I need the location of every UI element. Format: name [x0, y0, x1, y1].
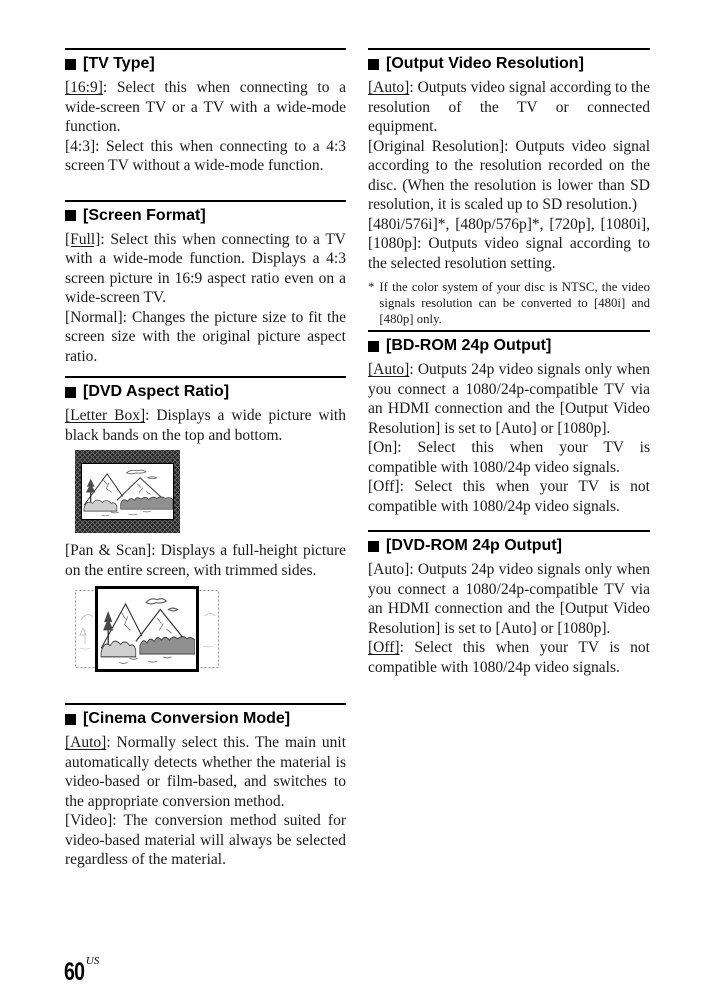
setting-text: : Select this when your TV is not compatible with 1080/24p video signals. [368, 639, 650, 676]
setting-text: : Outputs video signal according to the selected resolution setting. [368, 235, 650, 272]
section-title: [TV Type] [83, 55, 155, 72]
section-heading [65, 710, 346, 728]
setting-value-label: [Auto] [65, 734, 107, 751]
setting-description [65, 541, 346, 580]
setting-value-label: [480i/576i]*, [480p/576p]*, [720p], [1080i], [1080p] [368, 215, 650, 252]
setting-description [368, 560, 650, 638]
section-title: [DVD-ROM 24p Output] [386, 537, 562, 554]
page-number-value: 60 [64, 958, 85, 986]
setting-description [368, 360, 650, 438]
setting-text: : Outputs video signal according to the resolution of the TV or connected equipment. [368, 79, 650, 135]
setting-value-label: [Auto] [368, 79, 410, 96]
setting-description [65, 733, 346, 811]
setting-description [368, 215, 650, 274]
square-bullet-icon [65, 210, 76, 221]
page-region-label: US [85, 954, 100, 967]
setting-text: : Normally select this. The main unit automatically detects whether the material is video-based or film-based, and switches to the appropriate conversion method. [65, 734, 346, 810]
square-bullet-icon [65, 714, 76, 725]
setting-value-label: [Full] [65, 230, 101, 248]
setting-text: : Outputs 24p video signals only when you connect a 1080/24p-compatible TV via an HDMI connection and the [Output Video Resolution] is set to [Auto] or [1080p]. [368, 361, 650, 437]
footnote-text: If the color system of your disc is NTSC, the video signals resolution can be converted to [480i] and [480p] only. [379, 280, 650, 326]
setting-description [368, 638, 650, 677]
setting-value-label: [Auto] [368, 561, 410, 578]
square-bullet-icon [65, 387, 76, 398]
section-cinema-conversion-mode [65, 703, 346, 870]
setting-value-label: [16:9] [65, 79, 103, 96]
setting-value-label: [Auto] [368, 361, 410, 378]
square-bullet-icon [368, 341, 379, 352]
page-number [64, 954, 103, 986]
setting-value-label: [Off] [368, 639, 400, 656]
section-heading [368, 55, 650, 73]
section-heading [368, 337, 650, 355]
square-bullet-icon [65, 59, 76, 70]
section-tv-type [65, 48, 346, 176]
section-title: [Output Video Resolution] [386, 55, 584, 72]
setting-text: : Select this when connecting to a wide-screen TV or a TV with a wide-mode function. [65, 79, 346, 135]
section-heading [65, 383, 346, 401]
section-dvd-rom-24p-output [368, 530, 650, 677]
setting-value-label: [Off] [368, 478, 400, 495]
section-title: [Cinema Conversion Mode] [83, 710, 291, 727]
section-dvd-aspect-ratio [65, 376, 346, 672]
setting-text: : Select this when your TV is not compatible with 1080/24p video signals. [368, 478, 650, 515]
section-heading [65, 207, 346, 225]
footnote-asterisk: * [368, 280, 375, 294]
left-column [65, 0, 346, 870]
footnote [368, 279, 650, 327]
square-bullet-icon [368, 541, 379, 552]
setting-description [368, 477, 650, 516]
setting-description [65, 230, 346, 308]
setting-description [65, 811, 346, 870]
setting-description [65, 137, 346, 176]
setting-description [65, 78, 346, 137]
setting-value-label: [Letter Box] [65, 407, 146, 424]
setting-text: : Select this when connecting to a 4:3 screen TV without a wide-mode function. [65, 137, 346, 174]
setting-text: : Outputs 24p video signals only when you connect a 1080/24p-compatible TV via an HDMI connection and the [Output Video Resolution] is set to [Auto] or [1080p]. [368, 561, 650, 637]
setting-text: : Outputs video signal according to the resolution recorded on the disc. (When the resolution is lower than SD resolution, it is scaled up to SD resolution.) [368, 137, 650, 213]
setting-description [368, 78, 650, 137]
setting-value-label: [4:3] [65, 137, 96, 155]
setting-text: : Select this when connecting to a TV with a wide-mode function. Displays a 4:3 screen picture in 16:9 aspect ratio even on a wide-screen TV. [65, 230, 346, 306]
section-title: [DVD Aspect Ratio] [83, 383, 230, 400]
setting-value-label: [On] [368, 439, 398, 456]
section-screen-format [65, 200, 346, 367]
setting-value-label: [Original Resolution] [368, 137, 505, 155]
section-title: [BD-ROM 24p Output] [386, 337, 552, 354]
setting-description [65, 406, 346, 445]
setting-description [368, 137, 650, 215]
letterbox-illustration [75, 450, 346, 533]
setting-description [65, 308, 346, 367]
section-heading [368, 537, 650, 555]
section-title: [Screen Format] [83, 206, 206, 224]
right-column [368, 0, 650, 677]
setting-value-label: [Normal] [65, 308, 123, 326]
setting-text: : Displays a wide picture with black bands on the top and bottom. [65, 407, 346, 444]
setting-text: : Select this when your TV is compatible with 1080/24p video signals. [368, 439, 650, 476]
section-bd-rom-24p-output [368, 330, 650, 516]
square-bullet-icon [368, 59, 379, 70]
section-heading [65, 55, 346, 73]
setting-text: : The conversion method suited for video-based material will always be selected regardless of the material. [65, 812, 346, 868]
setting-text: : Displays a full-height picture on the entire screen, with trimmed sides. [65, 542, 346, 579]
pan-scan-illustration [75, 586, 346, 672]
section-output-video-resolution [368, 48, 650, 327]
setting-value-label: [Pan & Scan] [65, 542, 152, 559]
setting-text: : Changes the picture size to fit the screen size with the original picture aspect ratio. [65, 308, 346, 365]
setting-value-label: [Video] [65, 812, 113, 829]
setting-description [368, 438, 650, 477]
